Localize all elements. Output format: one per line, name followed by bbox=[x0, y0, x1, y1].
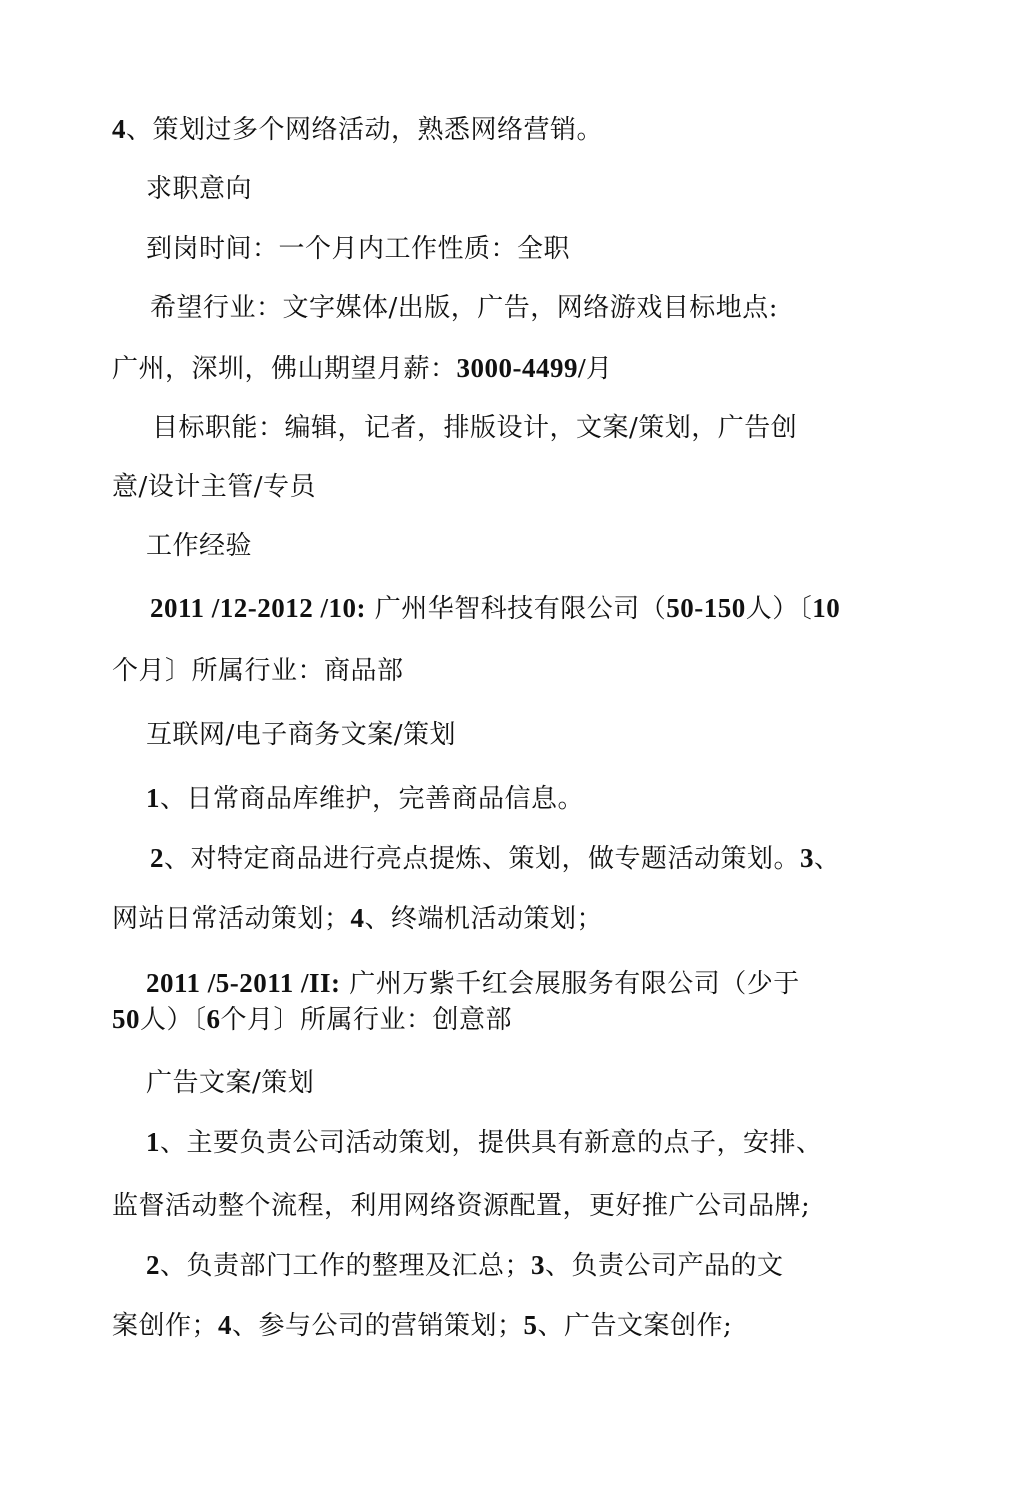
text-segment: 人）〔 bbox=[745, 594, 813, 624]
text-line bbox=[146, 781, 584, 816]
bold-text-segment: 50 bbox=[112, 1004, 140, 1034]
text-line bbox=[146, 718, 456, 752]
bold-text-segment: 6 bbox=[206, 1004, 221, 1034]
text-line bbox=[146, 966, 800, 1001]
text-segment: 互联网/电子商务文案/策划 bbox=[146, 720, 457, 750]
bold-text-segment: 2011 /12-2012 /10: bbox=[150, 593, 366, 623]
text-line bbox=[150, 591, 840, 626]
text-segment: 、终端机活动策划； bbox=[364, 904, 604, 934]
bold-text-segment: 2011 /5-2011 /II: bbox=[146, 968, 341, 998]
text-line bbox=[112, 351, 613, 386]
bold-text-segment: 3 bbox=[800, 843, 815, 873]
text-line bbox=[112, 1308, 732, 1343]
text-segment: 个月〕所属行业：商品部 bbox=[112, 656, 404, 686]
text-segment: 、 bbox=[814, 844, 841, 874]
bold-text-segment: 5 bbox=[523, 1310, 538, 1340]
text-segment: 、对特定商品进行亮点提炼、策划，做专题活动策划。 bbox=[164, 844, 801, 874]
text-segment: 、负责公司产品的文 bbox=[545, 1251, 784, 1281]
text-line bbox=[146, 1248, 784, 1283]
bold-text-segment: 1 bbox=[146, 1127, 160, 1157]
text-segment: 案创作； bbox=[112, 1311, 219, 1341]
text-segment: 、负责部门工作的整理及汇总； bbox=[160, 1251, 532, 1281]
text-segment: 希望行业：文字媒体/出版，广告，网络游戏目标地点: bbox=[150, 293, 779, 323]
text-line bbox=[152, 411, 797, 445]
text-segment: 广州万紫千红会展服务有限公司（少于 bbox=[340, 969, 800, 999]
text-segment: 监督活动整个流程，利用网络资源配置，更好推广公司品牌; bbox=[112, 1191, 811, 1221]
text-line bbox=[146, 232, 570, 266]
text-segment: 人）〔 bbox=[140, 1005, 207, 1035]
text-segment: 、日常商品库维护，完善商品信息。 bbox=[160, 784, 585, 814]
text-segment: 广州，深圳，佛山期望月薪： bbox=[112, 354, 457, 384]
text-segment: 个月〕所属行业：创意部 bbox=[220, 1005, 513, 1035]
text-segment: 广告文案/策划 bbox=[146, 1068, 315, 1098]
bold-text-segment: 2 bbox=[150, 843, 164, 873]
bold-text-segment: 4 bbox=[112, 114, 126, 144]
bold-text-segment: 50-150 bbox=[666, 593, 746, 623]
text-line bbox=[112, 1189, 810, 1223]
bold-text-segment: 4 bbox=[350, 903, 365, 933]
bold-text-segment: 1 bbox=[146, 783, 160, 813]
text-segment: 工作经验 bbox=[146, 531, 253, 561]
text-segment: 网站日常活动策划； bbox=[112, 904, 351, 934]
text-segment: 、广告文案创作; bbox=[537, 1311, 733, 1341]
text-segment: 到岗时间：一个月内工作性质：全职 bbox=[146, 234, 571, 264]
text-segment: 意/设计主管/专员 bbox=[112, 472, 317, 502]
text-line bbox=[112, 112, 603, 147]
text-segment: 目标职能：编辑，记者，排版设计，文案/策划，广告创 bbox=[152, 413, 798, 443]
bold-text-segment: 10 bbox=[812, 593, 841, 623]
text-line bbox=[150, 841, 841, 876]
text-line bbox=[146, 1066, 314, 1100]
text-segment: 、参与公司的营销策划； bbox=[232, 1311, 524, 1341]
text-segment: 月 bbox=[586, 354, 613, 384]
bold-text-segment: 3 bbox=[531, 1250, 546, 1280]
text-line bbox=[112, 901, 603, 936]
text-segment: 广州华智科技有限公司（ bbox=[366, 594, 667, 624]
text-line bbox=[112, 470, 316, 504]
text-segment: 、策划过多个网络活动，熟悉网络营销。 bbox=[126, 115, 604, 145]
section-heading bbox=[146, 172, 252, 206]
text-line bbox=[112, 654, 404, 688]
bold-text-segment: 4 bbox=[218, 1310, 233, 1340]
section-heading bbox=[146, 529, 252, 563]
text-segment: 求职意向 bbox=[146, 174, 253, 204]
text-line bbox=[112, 1002, 512, 1037]
bold-text-segment: 2 bbox=[146, 1250, 160, 1280]
bold-text-segment: 3000-4499/ bbox=[456, 353, 587, 383]
text-line bbox=[150, 291, 778, 325]
text-line bbox=[146, 1125, 823, 1160]
text-segment: 、主要负责公司活动策划，提供具有新意的点子，安排、 bbox=[160, 1128, 823, 1158]
